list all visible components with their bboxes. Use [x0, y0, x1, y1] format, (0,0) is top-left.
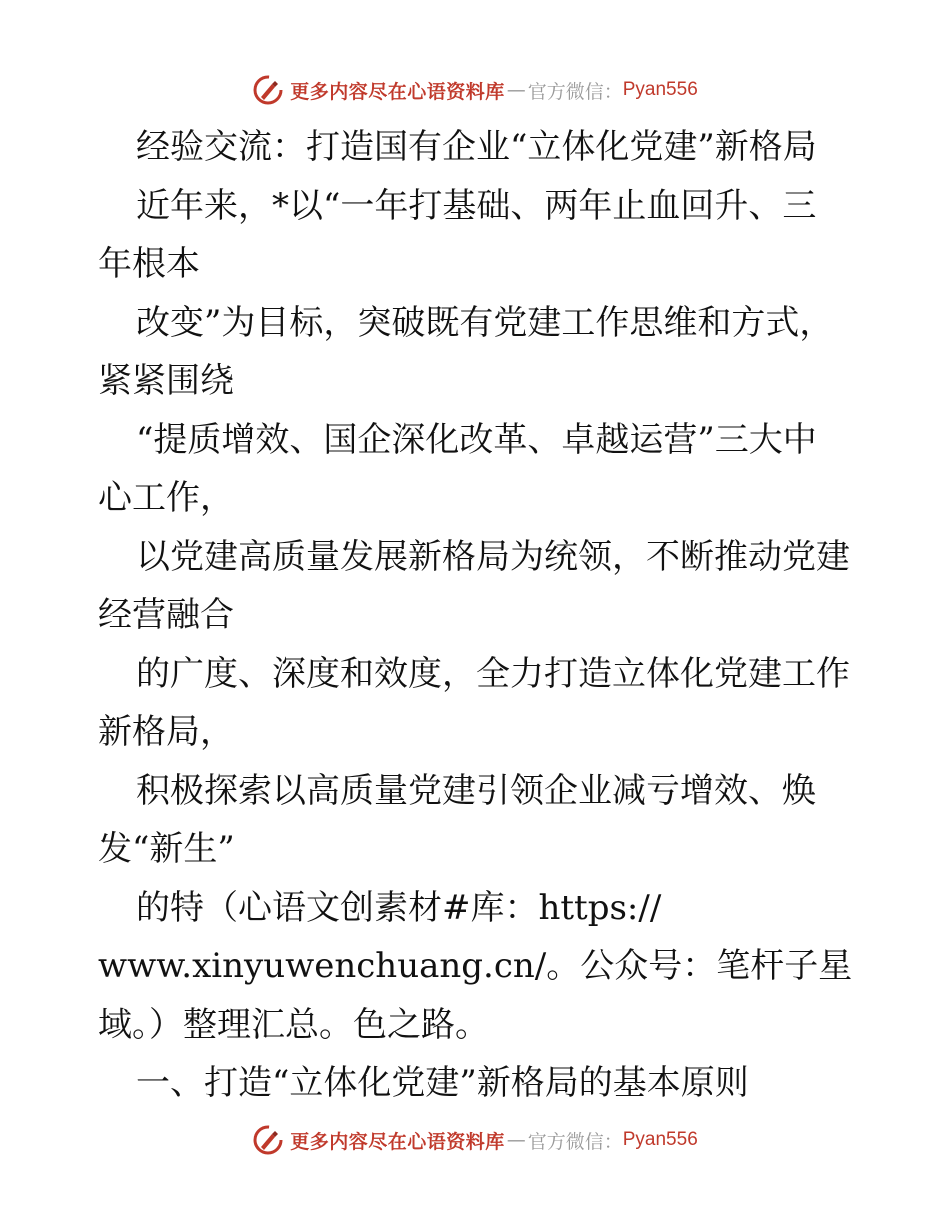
banner-wechat-id: Pyan556 — [622, 1129, 698, 1150]
paragraph-line: 近年来，*以“一年打基础、两年止血回升、三 — [136, 185, 817, 226]
document-body — [98, 118, 868, 1113]
pen-circle-logo-icon — [252, 74, 284, 106]
paragraph-line: 的特（心语文创素材#库：https:// — [136, 887, 662, 928]
header-banner — [0, 70, 950, 110]
banner-wechat-label: 官方微信： — [527, 80, 623, 103]
document-title: 经验交流：打造国有企业“立体化党建”新格局 — [136, 127, 817, 167]
paragraph-line: 紧紧围绕 — [98, 361, 234, 401]
banner-wechat-label: 官方微信： — [527, 1130, 623, 1153]
paragraph-line: 发“新生” — [98, 829, 235, 869]
paragraph-line: 改变”为目标，突破既有党建工作思维和方式， — [136, 302, 834, 343]
banner-wechat-id: Pyan556 — [622, 79, 698, 100]
paragraph-line: 经营融合 — [98, 595, 234, 635]
paragraph-line: 域。）整理汇总。色之路。 — [98, 1004, 489, 1045]
footer-banner — [0, 1120, 950, 1160]
pen-circle-logo-icon — [252, 1124, 284, 1156]
paragraph-line: 积极探索以高质量党建引领企业减亏增效、焕 — [136, 770, 816, 811]
paragraph-line: 新格局， — [98, 712, 234, 752]
banner-main-text: 更多内容尽在心语资料库 — [290, 80, 505, 103]
paragraph-line: 以党建高质量发展新格局为统领，不断推动党建 — [136, 536, 850, 577]
paragraph-line: 的广度、深度和效度，全力打造立体化党建工作 — [136, 653, 850, 694]
banner-main-text: 更多内容尽在心语资料库 — [290, 1130, 505, 1153]
banner-dash: — — [506, 79, 526, 101]
paragraph-line: 心工作， — [98, 478, 234, 518]
section-heading: 一、打造“立体化党建”新格局的基本原则 — [136, 1063, 749, 1103]
paragraph-line: www.xinyuwenchuang.cn/。公众号：笔杆子星 — [98, 946, 853, 986]
banner-dash: — — [506, 1129, 526, 1151]
paragraph-line: 年根本 — [98, 244, 200, 284]
paragraph-line: “提质增效、国企深化改革、卓越运营”三大中 — [136, 419, 817, 460]
